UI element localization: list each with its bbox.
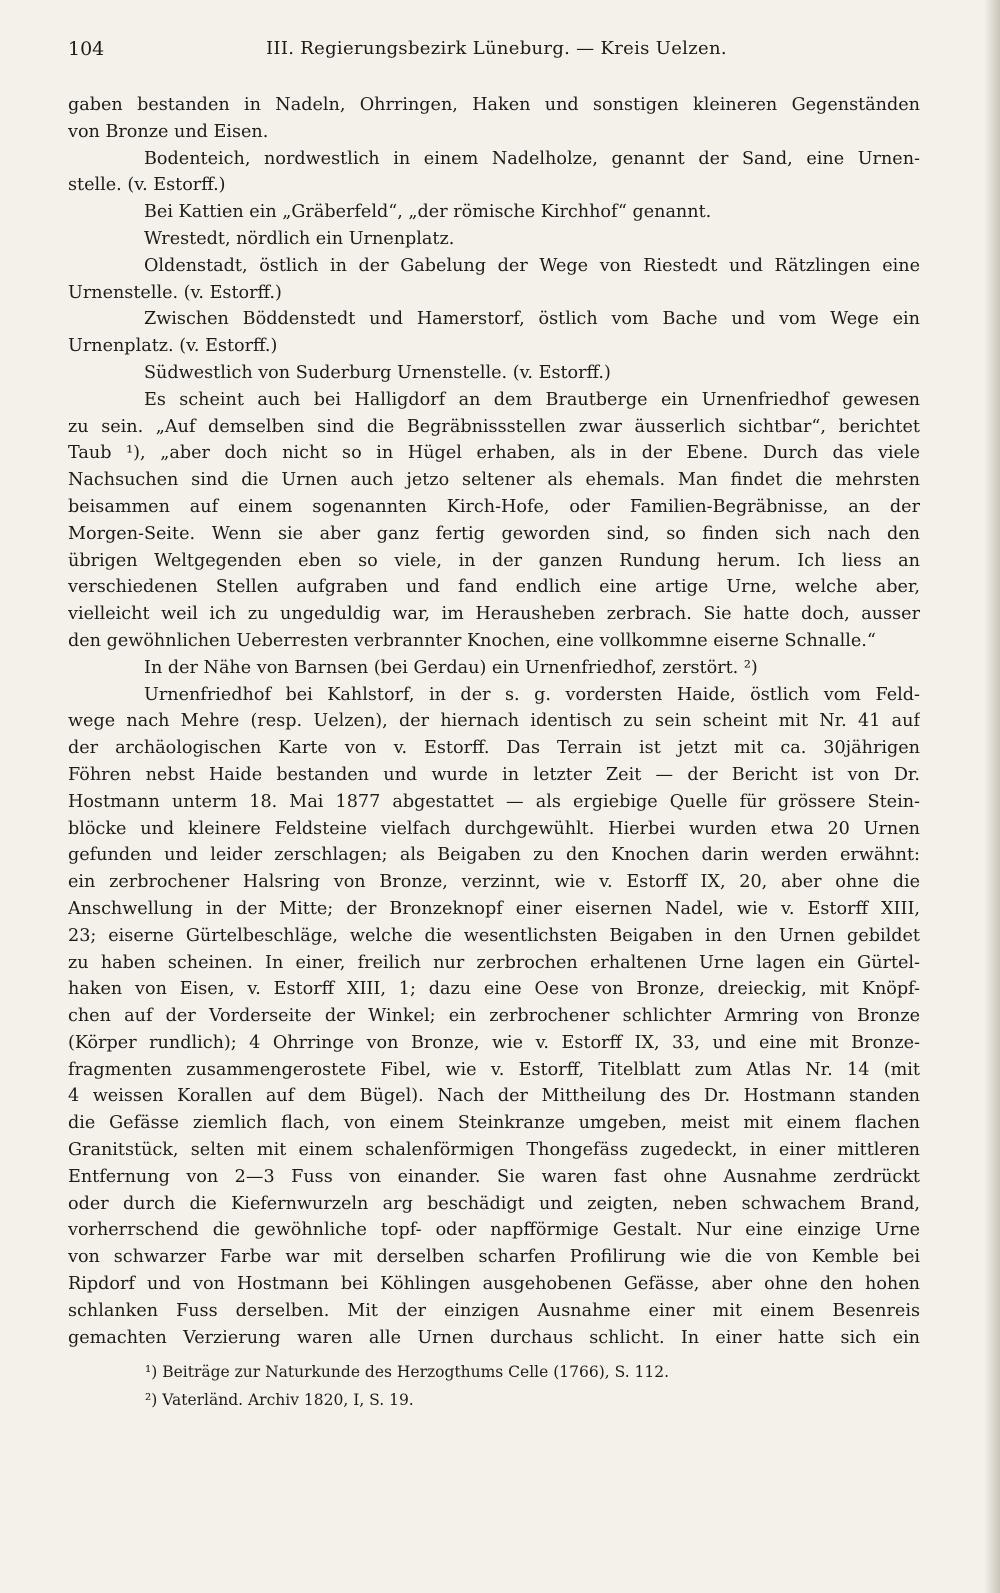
- text-line: gaben bestanden in Nadeln, Ohrringen, Haken und sonstigen kleineren Gegenständen: [68, 95, 920, 115]
- text-line: Morgen-Seite. Wenn sie aber ganz fertig geworden sind, so finden sich nach den: [68, 523, 920, 544]
- page-header: [68, 38, 920, 68]
- text-line: ein zerbrochener Halsring von Bronze, verzinnt, wie v. Estorff IX, 20, aber ohne die: [68, 872, 920, 893]
- text-line: Entfernung von 2—3 Fuss von einander. Sie waren fast ohne Ausnahme zerdrückt: [68, 1166, 920, 1187]
- footnotes: [145, 1358, 845, 1414]
- text-line: stelle. (v. Estorff.): [68, 175, 226, 196]
- text-line: gemachten Verzierung waren alle Urnen durchaus schlicht. In einer hatte sich ein: [68, 1327, 920, 1348]
- text-line: Zwischen Böddenstedt und Hamerstorf, östlich vom Bache und vom Wege ein: [144, 309, 920, 330]
- text-line: beisammen auf einem sogenannten Kirch-Hofe, oder Familien-Begräbnisse, an der: [68, 496, 920, 517]
- running-head: III. Regierungsbezirk Lüneburg. — Kreis Uelzen.: [266, 38, 727, 59]
- text-line: Urnenstelle. (v. Estorff.): [68, 282, 282, 303]
- body-text: [68, 92, 920, 1351]
- footnote: [145, 1358, 845, 1386]
- footnote: [145, 1386, 845, 1414]
- text-line: wege nach Mehre (resp. Uelzen), der hiernach identisch zu sein scheint mit Nr. 41 auf: [68, 711, 920, 732]
- text-line: zu sein. „Auf demselben sind die Begräbnissstellen zwar äusserlich sichtbar“, berichtet: [68, 416, 920, 437]
- text-line: 4 weissen Korallen auf dem Bügel). Nach der Mittheilung des Dr. Hostmann standen: [68, 1086, 920, 1107]
- page-number: 104: [68, 38, 105, 60]
- text-line: In der Nähe von Barnsen (bei Gerdau) ein Urnenfriedhof, zerstört. ²): [144, 657, 758, 678]
- text-line: gefunden und leider zerschlagen; als Beigaben zu den Knochen darin werden erwähnt:: [68, 845, 920, 866]
- footnote-text: Beiträge zur Naturkunde des Herzogthums Celle (1766), S. 112.: [162, 1363, 670, 1381]
- text-line: Südwestlich von Suderburg Urnenstelle. (v. Estorff.): [144, 362, 611, 383]
- footnote-text: Vaterländ. Archiv 1820, I, S. 19.: [162, 1391, 414, 1409]
- text-line: 23; eiserne Gürtelbeschläge, welche die wesentlichsten Beigaben in den Urnen gebildet: [68, 925, 920, 946]
- text-line: Urnenplatz. (v. Estorff.): [68, 336, 278, 357]
- text-line: (Körper rundlich); 4 Ohrringe von Bronze, wie v. Estorff IX, 33, und eine mit Bronze-: [68, 1032, 920, 1053]
- text-line: verschiedenen Stellen aufgraben und fand endlich eine artige Urne, welche aber,: [68, 577, 920, 598]
- footnote-mark: ¹): [145, 1363, 158, 1381]
- footnote-mark: ²): [145, 1391, 158, 1409]
- text-line: fragmenten zusammengerostete Fibel, wie v. Estorff, Titelblatt zum Atlas Nr. 14 (mit: [68, 1059, 920, 1080]
- text-line: von Bronze und Eisen.: [68, 121, 269, 142]
- page-edge-shadow: [984, 0, 1000, 1593]
- text-line: zu haben scheinen. In einer, freilich nur zerbrochen erhaltenen Urne lagen ein Gürtel-: [68, 952, 920, 973]
- text-line: chen auf der Vorderseite der Winkel; ein zerbrochener schlichter Armring von Bronze: [68, 1006, 920, 1027]
- text-line: von schwarzer Farbe war mit derselben scharfen Profilirung wie die von Kemble bei: [68, 1247, 920, 1268]
- text-line: Bei Kattien ein „Gräberfeld“, „der römische Kirchhof“ genannt.: [144, 202, 712, 223]
- text-line: oder durch die Kiefernwurzeln arg beschädigt und zeigten, neben schwachem Brand,: [68, 1193, 920, 1214]
- text-line: vorherrschend die gewöhnliche topf- oder napfförmige Gestalt. Nur eine einzige Urne: [68, 1220, 920, 1241]
- text-line: Oldenstadt, östlich in der Gabelung der Wege von Riestedt und Rätzlingen eine: [144, 255, 920, 276]
- text-line: vielleicht weil ich zu ungeduldig war, im Herausheben zerbrach. Sie hatte doch, ausser: [68, 604, 920, 625]
- text-line: Anschwellung in der Mitte; der Bronzeknopf einer eisernen Nadel, wie v. Estorff XIII,: [68, 898, 920, 919]
- text-line: der archäologischen Karte von v. Estorff. Das Terrain ist jetzt mit ca. 30jährigen: [68, 738, 920, 759]
- text-line: haken von Eisen, v. Estorff XIII, 1; dazu eine Oese von Bronze, dreieckig, mit Knöpf-: [68, 979, 920, 1000]
- text-line: übrigen Weltgegenden eben so viele, in der ganzen Rundung herum. Ich liess an: [68, 550, 920, 571]
- text-line: die Gefässe ziemlich flach, von einem Steinkranze umgeben, meist mit einem flachen: [68, 1113, 920, 1134]
- text-line: den gewöhnlichen Ueberresten verbrannter Knochen, eine vollkommne eiserne Schnalle.“: [68, 630, 876, 651]
- text-line: Föhren nebst Haide bestanden und wurde in letzter Zeit — der Bericht ist von Dr.: [68, 764, 920, 785]
- text-line: Wrestedt, nördlich ein Urnenplatz.: [144, 228, 455, 249]
- text-line: schlanken Fuss derselben. Mit der einzigen Ausnahme einer mit einem Besenreis: [68, 1300, 920, 1321]
- text-line: Urnenfriedhof bei Kahlstorf, in der s. g. vordersten Haide, östlich vom Feld-: [144, 684, 920, 705]
- text-line: Es scheint auch bei Halligdorf an dem Brautberge ein Urnenfriedhof gewesen: [144, 389, 920, 410]
- text-line: blöcke und kleinere Feldsteine vielfach durchgewühlt. Hierbei wurden etwa 20 Urnen: [68, 818, 920, 839]
- text-line: Bodenteich, nordwestlich in einem Nadelholze, genannt der Sand, eine Urnen-: [144, 148, 920, 169]
- text-line: Nachsuchen sind die Urnen auch jetzo seltener als ehemals. Man findet die mehrsten: [68, 470, 920, 491]
- text-line: Granitstück, selten mit einem schalenförmigen Thongefäss zugedeckt, in einer mittleren: [68, 1140, 920, 1161]
- text-line: Ripdorf und von Hostmann bei Köhlingen ausgehobenen Gefässe, aber ohne den hohen: [68, 1274, 920, 1295]
- text-line: Hostmann unterm 18. Mai 1877 abgestattet — als ergiebige Quelle für grössere Stein-: [68, 791, 920, 812]
- text-line: Taub ¹), „aber doch nicht so in Hügel erhaben, als in der Ebene. Durch das viele: [68, 443, 920, 464]
